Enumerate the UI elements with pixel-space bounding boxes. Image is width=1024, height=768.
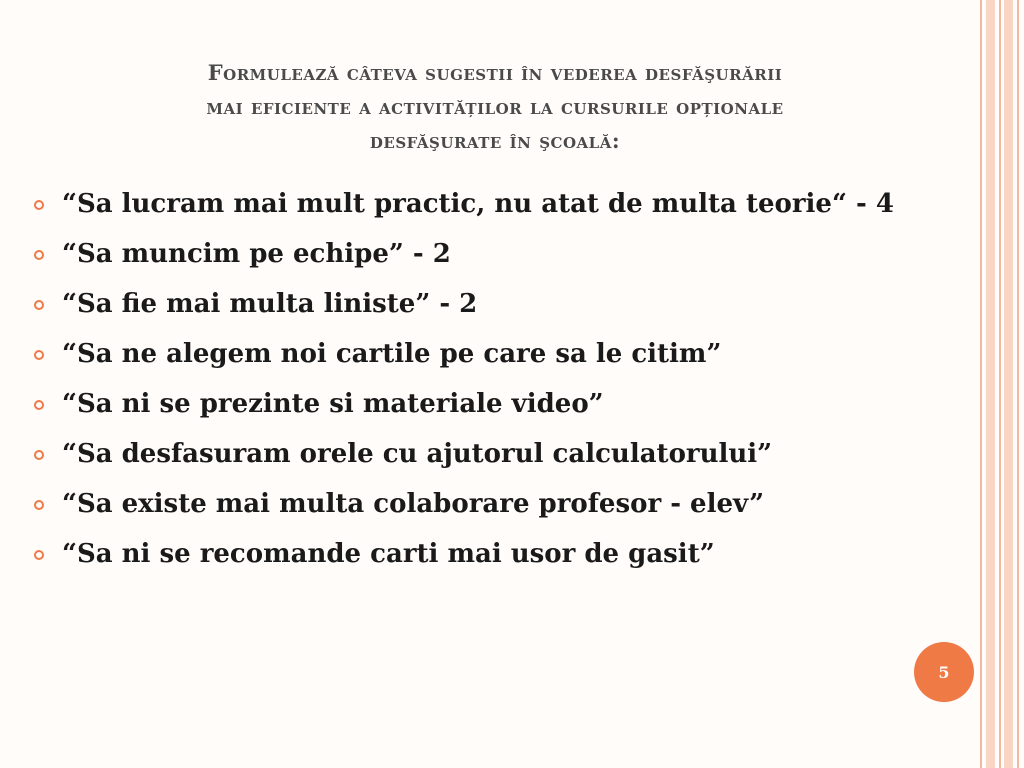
list-item <box>34 486 978 522</box>
bullet-icon <box>34 450 44 460</box>
stripe <box>1017 0 1019 768</box>
bullet-icon <box>34 350 44 360</box>
list-item-text: “Sa desfasuram orele cu ajutorul calculatorului” <box>62 439 773 469</box>
bullet-icon <box>34 550 44 560</box>
slide-title <box>40 56 950 158</box>
list-item-text: “Sa muncim pe echipe” - 2 <box>62 239 451 269</box>
title-line-3: desfăşurate în şcoală: <box>369 128 621 153</box>
list-item <box>34 186 978 222</box>
page-number-badge: 5 <box>914 642 974 702</box>
bullet-icon <box>34 500 44 510</box>
suggestion-list <box>34 186 978 586</box>
stripe <box>1004 0 1013 768</box>
list-item-text: “Sa fie mai multa liniste” - 2 <box>62 289 478 319</box>
list-item <box>34 436 978 472</box>
stripe <box>980 0 982 768</box>
stripe <box>999 0 1001 768</box>
list-item <box>34 536 978 572</box>
list-item <box>34 236 978 272</box>
stripe <box>986 0 995 768</box>
list-item <box>34 286 978 322</box>
bullet-icon <box>34 200 44 210</box>
list-item-text: “Sa ni se prezinte si materiale video” <box>62 389 604 419</box>
list-item-text: “Sa lucram mai mult practic, nu atat de multa teorie“ - 4 <box>62 189 894 219</box>
list-item-text: “Sa ne alegem noi cartile pe care sa le citim” <box>62 339 722 369</box>
bullet-icon <box>34 300 44 310</box>
title-line-2: mai eficiente a activităților la cursurile opționale <box>206 94 784 119</box>
title-line-1: Formulează câteva sugestii în vederea desfăşurării <box>207 60 783 85</box>
bullet-icon <box>34 400 44 410</box>
list-item-text: “Sa existe mai multa colaborare profesor - elev” <box>62 489 765 519</box>
list-item <box>34 386 978 422</box>
list-item <box>34 336 978 372</box>
decorative-stripes <box>980 0 1024 768</box>
bullet-icon <box>34 250 44 260</box>
list-item-text: “Sa ni se recomande carti mai usor de gasit” <box>62 539 715 569</box>
